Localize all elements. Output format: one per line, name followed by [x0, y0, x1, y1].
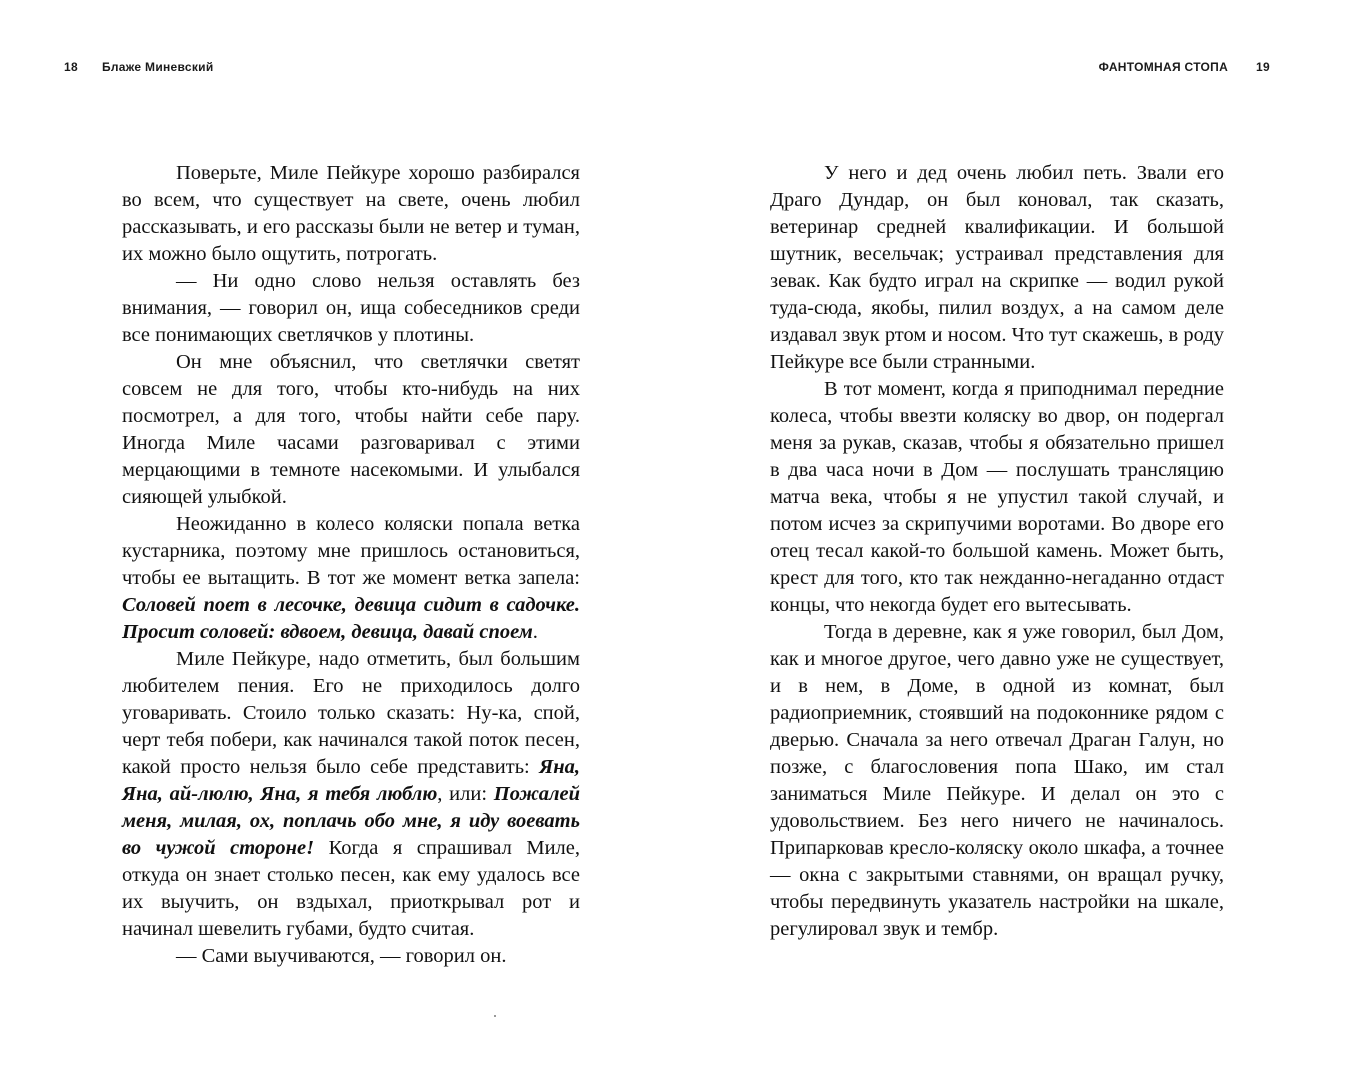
song-lyric: Пожалей меня, милая, ох, поплачь обо мне, я иду воевать во чужой стороне!	[122, 783, 580, 859]
paragraph: У него и дед очень любил петь. Звали его Драго Дундар, он был коновал, так сказать, ветеринар средней квалификации. И большой шутник, весельчак; устраивал представления для зевак. Как будто играл на скрипке — водил рукой туда-сюда, якобы, пилил воздух, а на самом деле издавал звук ртом и носом. Что тут скажешь, в роду Пейкуре все были странными.	[770, 162, 1224, 373]
right-body-text	[770, 160, 1224, 943]
left-body-text	[122, 160, 580, 970]
paragraph: В тот момент, когда я приподнимал передние колеса, чтобы ввезти коляску во двор, он подергал меня за рукав, сказав, чтобы я обязательно пришел в два часа ночи в Дом — послушать трансляцию матча века, чтобы я не упустил такой случай, и потом исчез за скрипучими воротами. Во дворе его отец тесал какой-то большой камень. Может быть, крест для того, кто так нежданно-негаданно отдаст концы, что некогда будет его вытесывать.	[770, 378, 1224, 616]
left-page-number: 18	[64, 60, 78, 74]
right-page-number: 19	[1256, 60, 1270, 74]
paragraph	[122, 646, 580, 943]
paragraph-text: Миле Пейкуре, надо отметить, был большим любителем пения. Его не приходилось долго уговаривать. Стоило только сказать: Ну-ка, спой, черт тебя побери, как начинался такой поток песен, какой просто нельзя было себе представить:	[122, 648, 580, 778]
paragraph-text: Когда я спрашивал Миле, откуда он знает столько песен, как ему удалось все их выучить, он вздыхал, приоткрывал рот и начинал шевелить губами, будто считая.	[122, 837, 581, 940]
print-speck	[494, 1015, 496, 1017]
paragraph-text: .	[532, 621, 538, 643]
paragraph: Он мне объяснил, что светлячки светят совсем не для того, чтобы кто-нибудь на них посмотрел, а для того, чтобы найти себе пару. Иногда Миле часами разговаривал с этими мерцающими в темноте насекомыми. И улыбался сияющей улыбкой.	[122, 351, 580, 508]
paragraph: — Сами выучиваются, — говорил он.	[176, 945, 507, 967]
left-running-head: Блаже Миневский	[101, 60, 214, 74]
paragraph	[122, 511, 580, 646]
song-lyric: Соловей поет в лесочке, девица сидит в садочке. Просит соловей: вдвоем, девица, давай споем	[122, 594, 580, 643]
right-page	[678, 0, 1356, 1080]
right-running-header	[1099, 60, 1270, 74]
paragraph: Поверьте, Миле Пейкуре хорошо разбирался во всем, что существует на свете, очень любил рассказывать, и его рассказы были не ветер и туман, их можно было ощутить, потрогать.	[122, 162, 580, 265]
left-running-header	[64, 60, 214, 74]
right-running-head: ФАНТОМНАЯ СТОПА	[1098, 60, 1229, 74]
song-lyric: Яна, Яна, ай-люлю, Яна, я тебя люблю	[122, 756, 581, 805]
paragraph-text: , или:	[437, 783, 488, 805]
paragraph-text: Неожиданно в колесо коляски попала ветка кустарника, поэтому мне пришлось остановиться, чтобы ее вытащить. В тот же момент ветка запела:	[122, 513, 580, 589]
paragraph: Тогда в деревне, как я уже говорил, был Дом, как и многое другое, чего давно уже не существует, и в нем, в Доме, в одной из комнат, был радиоприемник, стоявший на подоконнике рядом с дверью. Сначала за него отвечал Драган Галун, но позже, с благословения попа Шако, им стал заниматься Миле Пейкуре. И делал он это с удовольствием. Без него ничего не начиналось. Припарковав кресло-коляску около шкафа, а точнее — окна с закрытыми ставнями, он вращал ручку, чтобы передвинуть указатель настройки на шкале, регулировал звук и тембр.	[770, 621, 1224, 940]
paragraph: — Ни одно слово нельзя оставлять без внимания, — говорил он, ища собеседников среди все понимающих светлячков у плотины.	[122, 270, 580, 346]
